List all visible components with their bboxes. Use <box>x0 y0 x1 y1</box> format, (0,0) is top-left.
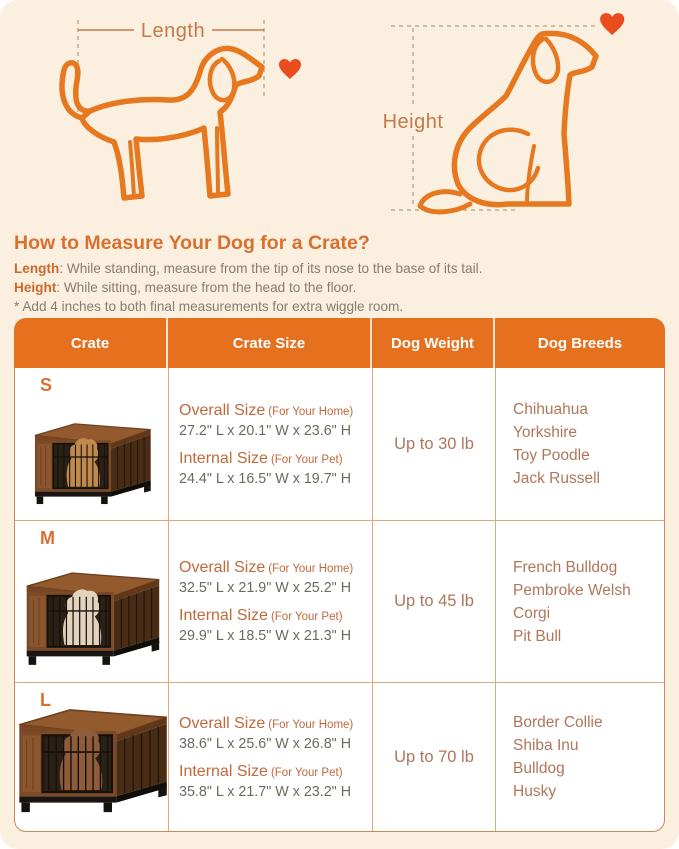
dog-breeds-cell-large <box>496 683 664 831</box>
overall-size-note: (For Your Home) <box>268 405 354 418</box>
dog-weight-cell-small: Up to 30 lb <box>373 368 496 520</box>
breed-item: Border Collie <box>513 714 603 731</box>
overall-size-dims: 38.6" L x 25.6" W x 26.8" H <box>179 735 352 752</box>
standing-dog-outline <box>62 48 262 198</box>
length-illustration <box>20 10 325 225</box>
length-instruction <box>14 262 664 277</box>
table-row-small <box>15 368 664 521</box>
internal-size-label: Internal Size <box>179 762 268 780</box>
overall-size-dims: 27.2" L x 20.1" W x 23.6" H <box>179 422 352 439</box>
page-title: How to Measure Your Dog for a Crate? <box>14 232 370 254</box>
header-dog-weight: Dog Weight <box>372 318 495 368</box>
internal-size-label: Internal Size <box>179 449 268 467</box>
breed-item: Yorkshire <box>513 424 578 441</box>
crate-image-small <box>30 409 154 512</box>
overall-size-dims: 32.5" L x 21.9" W x 25.2" H <box>179 580 352 596</box>
crate-size-cell-medium <box>169 521 373 682</box>
crate-cell-small <box>15 368 169 520</box>
crate-cell-medium <box>15 521 169 682</box>
crate-image-medium <box>21 556 163 674</box>
table-body <box>14 368 665 832</box>
overall-size-note: (For Your Home) <box>268 718 354 731</box>
measuring-illustrations <box>0 0 679 228</box>
crate-size-cell-large <box>169 683 373 831</box>
internal-size-label: Internal Size <box>179 607 268 624</box>
crate-size-table <box>14 318 665 832</box>
internal-size-dims: 24.4" L x 16.5" W x 19.7" H <box>179 470 352 487</box>
crate-cell-large <box>15 683 169 831</box>
size-letter-l: L <box>40 690 51 710</box>
overall-size-label: Overall Size <box>179 559 266 576</box>
heart-icon <box>279 59 301 79</box>
height-term: Height <box>14 280 57 295</box>
height-illustration <box>365 6 660 224</box>
overall-size-note: (For Your Home) <box>268 563 354 575</box>
dog-breeds-cell-medium <box>496 521 664 682</box>
how-to-measure-section <box>14 228 664 319</box>
header-dog-breeds: Dog Breeds <box>537 334 623 352</box>
dog-weight-cell-large: Up to 70 lb <box>373 683 496 831</box>
internal-size-note: (For Your Pet) <box>270 611 343 623</box>
internal-size-dims: 35.8" L x 21.7" W x 23.2" H <box>179 783 352 800</box>
breed-item: Shiba Inu <box>513 737 579 754</box>
sitting-dog-outline <box>420 33 596 212</box>
internal-size-dims: 29.9" L x 18.5" W x 21.3" H <box>179 628 352 644</box>
breed-item: Pembroke Welsh Corgi <box>513 581 631 622</box>
header-crate: Crate <box>14 318 168 368</box>
height-label: Height <box>382 111 444 133</box>
length-term: Length <box>14 261 60 276</box>
breed-item: Husky <box>513 783 557 800</box>
overall-size-label: Overall Size <box>179 401 266 419</box>
size-letter-s: S <box>40 375 53 395</box>
table-header-row <box>14 318 665 368</box>
header-crate-size: Crate Size <box>168 318 372 368</box>
dog-breeds-cell-small <box>496 368 664 520</box>
wiggle-room-note: * Add 4 inches to both final measurements for extra wiggle room. <box>14 299 404 314</box>
internal-size-note: (For Your Pet) <box>270 453 343 466</box>
breed-item: Pit Bull <box>513 627 562 645</box>
internal-size-note: (For Your Pet) <box>270 766 343 779</box>
breed-item: Toy Poodle <box>513 447 590 464</box>
table-row-large <box>15 683 664 831</box>
breed-item: French Bulldog <box>513 558 618 576</box>
overall-size-label: Overall Size <box>179 714 266 732</box>
breed-item: Jack Russell <box>513 470 600 487</box>
height-desc: : While sitting, measure from the head to the floor. <box>56 280 357 295</box>
size-letter-m: M <box>40 528 55 548</box>
heart-icon <box>600 13 624 35</box>
crate-image-large <box>14 691 171 823</box>
dog-weight-cell-medium: Up to 45 lb <box>373 521 496 682</box>
breed-item: Chihuahua <box>513 401 588 418</box>
breed-item: Bulldog <box>513 760 565 777</box>
length-label: Length <box>140 20 206 42</box>
crate-size-cell-small <box>169 368 373 520</box>
length-desc: : While standing, measure from the tip of its nose to the base of its tail. <box>59 261 483 276</box>
height-instruction <box>14 281 664 296</box>
table-row-medium <box>15 521 664 683</box>
